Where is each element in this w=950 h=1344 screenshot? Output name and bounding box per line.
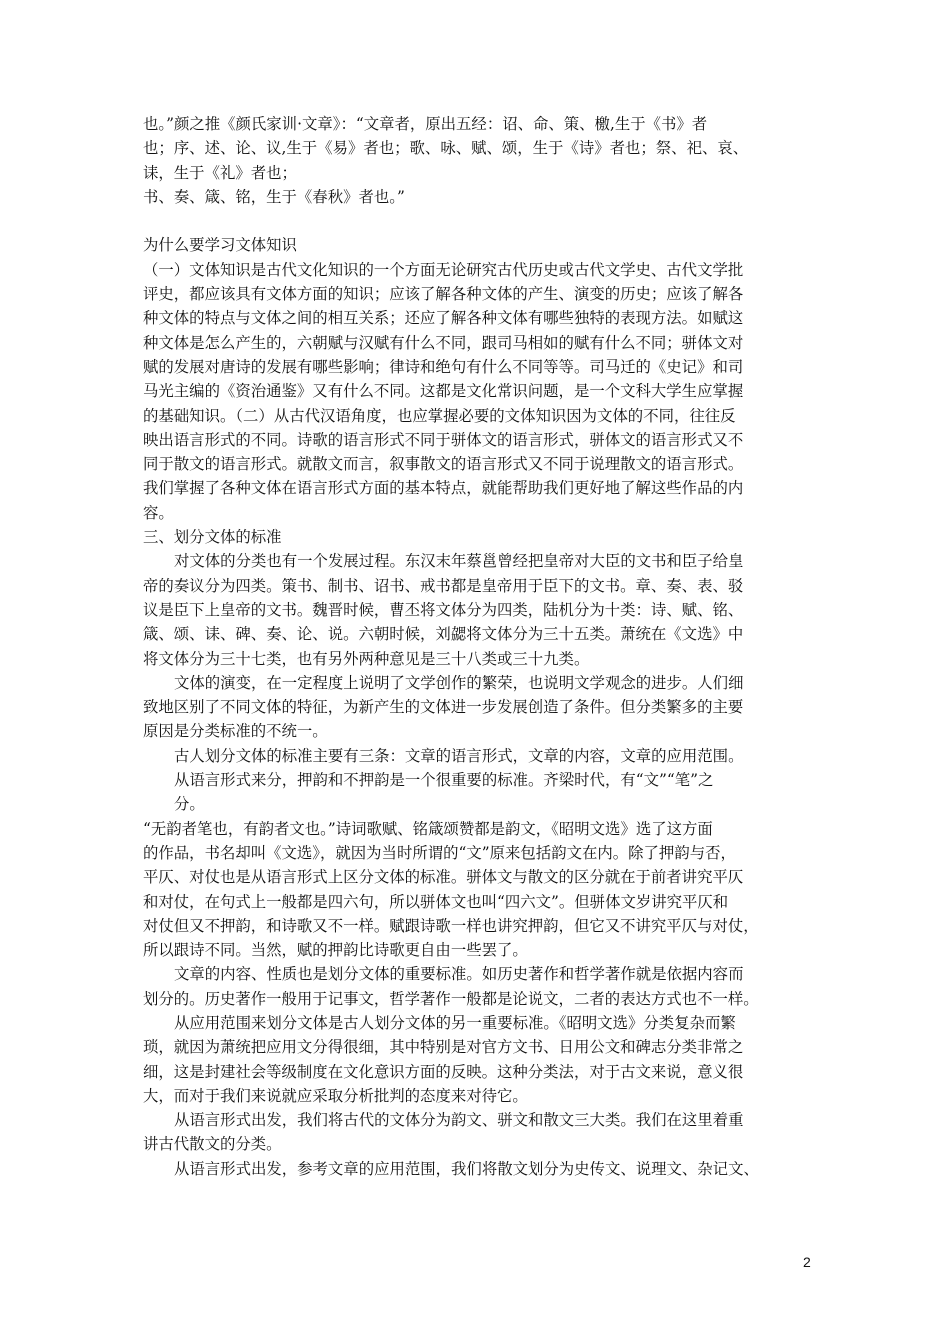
text-line: 映出语言形式的不同。诗歌的语言形式不同于骈体文的语言形式，骈体文的语言形式又不 xyxy=(143,430,744,449)
text-line: 从语言形式来分，押韵和不押韵是一个很重要的标准。齐梁时代，有“文”“笔”之 xyxy=(174,771,714,790)
text-line: 马光主编的《资治通鉴》又有什么不同。这都是文化常识问题，是一个文科大学生应掌握 xyxy=(143,382,744,401)
text-line: 的作品，书名却叫《文选》，就因为当时所谓的“文”原来包括韵文在内。除了押韵与否， xyxy=(143,843,736,862)
text-line: （一）文体知识是古代文化知识的一个方面无论研究古代历史或古代文学史、古代文学批 xyxy=(143,260,744,279)
blank-line xyxy=(143,209,823,233)
section-heading: 为什么要学习文体知识 xyxy=(143,236,297,255)
text-line: 箴、颂、诔、碑、奏、论、说。六朝时候，刘勰将文体分为三十五类。萧统在《文选》中 xyxy=(143,625,744,644)
text-line: 细，这是封建社会等级制度在文化意识方面的反映。这种分类法，对于古文来说，意义很 xyxy=(143,1062,744,1081)
text-line: 也；序、述、论、议,生于《易》者也；歌、咏、赋、颂，生于《诗》者也；祭、祀、哀、 xyxy=(143,139,749,158)
text-line: 从应用范围来划分文体是古人划分文体的另一重要标准。《昭明文选》分类复杂而繁 xyxy=(174,1013,736,1032)
text-line: 也。”颜之推《颜氏家训·文章》：“文章者，原出五经：诏、命、策、檄,生于《书》者 xyxy=(143,115,708,133)
text-line: 的基础知识。（二）从古代汉语角度，也应掌握必要的文体知识因为文体的不同，往往反 xyxy=(143,406,736,425)
text-line: 对文体的分类也有一个发展过程。东汉末年蔡邕曾经把皇帝对大臣的文书和臣子给皇 xyxy=(174,552,744,571)
text-line: 我们掌握了各种文体在语言形式方面的基本特点，就能帮助我们更好地了解这些作品的内 xyxy=(143,479,744,498)
text-line: 赋的发展对唐诗的发展有哪些影响；律诗和绝句有什么不同等等。司马迁的《史记》和司 xyxy=(143,357,744,376)
text-line: 和对仗，在句式上一般都是四六句，所以骈体文也叫“四六文”。但骈体文岁讲究平仄和 xyxy=(143,892,729,911)
text-line: 文章的内容、性质也是划分文体的重要标准。如历史著作和哲学著作就是依据内容而 xyxy=(174,965,744,984)
text-line: 容。 xyxy=(143,503,174,522)
text-line: 致地区别了不同文体的特征，为新产生的文体进一步发展创造了条件。但分类繁多的主要 xyxy=(143,698,744,717)
text-line: 划分的。历史著作一般用于记事文，哲学著作一般都是论说文，二者的表达方式也不一样。 xyxy=(143,989,759,1008)
text-line: 文体的演变，在一定程度上说明了文学创作的繁荣，也说明文学观念的进步。人们细 xyxy=(174,673,744,692)
text-line: 将文体分为三十七类，也有另外两种意见是三十八类或三十九类。 xyxy=(143,649,590,668)
text-line: 帝的奏议分为四类。策书、制书、诏书、戒书都是皇帝用于臣下的文书。章、奏、表、驳 xyxy=(143,576,744,595)
text-line: 琐，就因为萧统把应用文分得很细，其中特别是对官方文书、日用公文和碑志分类非常之 xyxy=(143,1038,744,1057)
text-line: 议是臣下上皇帝的文书。魏晋时候，曹丕将文体分为四类，陆机分为十类：诗、赋、铭、 xyxy=(143,600,744,619)
text-line: 评史，都应该具有文体方面的知识；应该了解各种文体的产生、演变的历史；应该了解各 xyxy=(143,285,744,304)
text-line: 分。 xyxy=(174,795,205,814)
text-line: 从语言形式出发，参考文章的应用范围，我们将散文划分为史传文、说理文、杂记文、 xyxy=(174,1159,759,1178)
text-line: “无韵者笔也，有韵者文也。”诗词歌赋、铭箴颂赞都是韵文，《昭明文选》选了这方面 xyxy=(143,819,713,838)
text-line: 种文体的特点与文体之间的相互关系；还应了解各种文体有哪些独特的表现方法。如赋这 xyxy=(143,309,744,328)
text-line: 平仄、对仗也是从语言形式上区分文体的标准。骈体文与散文的区分就在于前者讲究平仄 xyxy=(143,868,744,887)
text-line: 所以跟诗不同。当然，赋的押韵比诗歌更自由一些罢了。 xyxy=(143,941,528,960)
text-line: 古人划分文体的标准主要有三条：文章的语言形式，文章的内容，文章的应用范围。 xyxy=(174,746,744,765)
section-heading: 三、划分文体的标准 xyxy=(143,528,282,547)
text-line: 对仗但又不押韵，和诗歌又不一样。赋跟诗歌一样也讲究押韵，但它又不讲究平仄与对仗， xyxy=(143,916,759,935)
text-line: 诔，生于《礼》者也； xyxy=(143,163,297,182)
text-line: 同于散文的语言形式。就散文而言，叙事散文的语言形式又不同于说理散文的语言形式。 xyxy=(143,455,744,474)
text-line: 大，而对于我们来说就应采取分析批判的态度来对待它。 xyxy=(143,1086,528,1105)
text-line: 书、奏、箴、铭，生于《春秋》者也。” xyxy=(143,187,405,206)
page-number: 2 xyxy=(803,1254,811,1270)
text-line: 原因是分类标准的不统一。 xyxy=(143,722,328,741)
text-line: 讲古代散文的分类。 xyxy=(143,1135,282,1154)
text-line: 种文体是怎么产生的，六朝赋与汉赋有什么不同，跟司马相如的赋有什么不同；骈体文对 xyxy=(143,333,744,352)
text-line: 从语言形式出发，我们将古代的文体分为韵文、骈文和散文三大类。我们在这里着重 xyxy=(174,1111,744,1130)
body-text xyxy=(143,112,823,1181)
